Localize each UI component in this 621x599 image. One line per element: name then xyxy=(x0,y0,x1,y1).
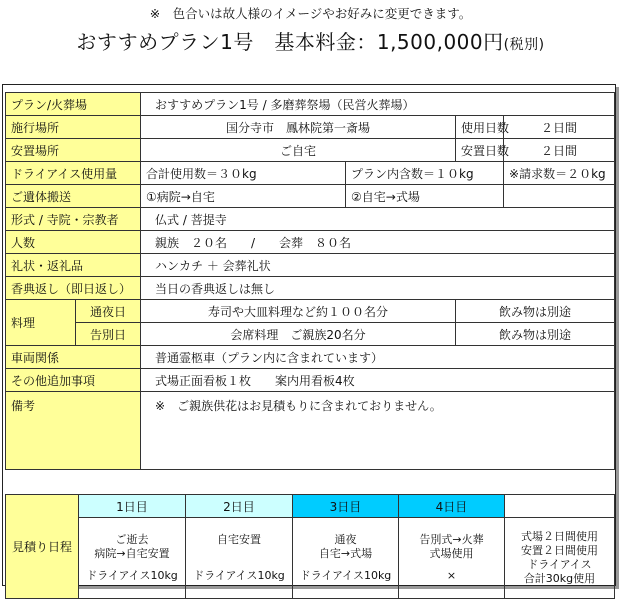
value-rest-days: ２日間 xyxy=(504,139,615,162)
color-note: ※ 色合いは故人様のイメージやお好みに変更できます。 xyxy=(149,6,472,21)
summary-line-2: 安置２日間使用 xyxy=(521,544,598,557)
value-funeral-drinks: 飲み物は別途 xyxy=(456,323,615,346)
row-plan xyxy=(6,93,615,116)
row-count xyxy=(6,231,615,254)
label-plan: プラン/火葬場 xyxy=(6,93,141,116)
label-return-gift: 香典返し（即日返し） xyxy=(6,277,141,300)
day-4-ice: × xyxy=(446,569,457,582)
day-1-line-2: 病院→自宅安置 xyxy=(94,547,170,560)
day-2-header: 2日目 xyxy=(186,495,293,518)
schedule-label: 見積り日程 xyxy=(6,495,79,599)
day-2-line-1: 自宅安置 xyxy=(217,533,261,546)
label-funeral-day: 告別日 xyxy=(76,323,141,346)
value-gifts: ハンカチ ＋ 会葬礼状 xyxy=(141,254,615,277)
value-use-days: ２日間 xyxy=(504,116,615,139)
value-count: 親族 ２０名 / 会葬 ８０名 xyxy=(141,231,615,254)
row-food-wake xyxy=(6,300,615,323)
value-route-1: ①病院→自宅 xyxy=(141,185,346,208)
value-remarks: ※ ご親族供花はお見積もりに含まれておりません。 xyxy=(141,392,615,470)
row-place xyxy=(6,139,615,162)
row-vehicle xyxy=(6,346,615,369)
tax-note: (税別) xyxy=(503,37,545,53)
page-title xyxy=(0,26,621,55)
value-funeral-food: 会席料理 ご親族20名分 xyxy=(141,323,456,346)
day-1-header: 1日目 xyxy=(79,495,186,518)
day-4-line-2: 式場使用 xyxy=(429,547,474,560)
value-extras: 式場正面看板１枚 案内用看板4枚 xyxy=(141,369,615,392)
label-transport: ご遺体搬送 xyxy=(6,185,141,208)
label-vehicle: 車両関係 xyxy=(6,346,141,369)
value-wake-food: 寿司や大皿料理など約１００名分 xyxy=(141,300,456,323)
schedule-table xyxy=(5,494,615,599)
day-3-line-2: 自宅→式場 xyxy=(318,547,373,560)
value-wake-drinks: 飲み物は別途 xyxy=(456,300,615,323)
day-1-cell xyxy=(79,518,186,599)
row-venue xyxy=(6,116,615,139)
row-style xyxy=(6,208,615,231)
day-4-header: 4日目 xyxy=(399,495,505,518)
row-gifts xyxy=(6,254,615,277)
day-4-line-1: 告別式→火葬 xyxy=(419,533,484,546)
value-place: ご自宅 xyxy=(141,139,456,162)
day-1-ice: ドライアイス10kg xyxy=(86,569,178,582)
row-remarks xyxy=(6,392,615,470)
summary-line-4: 合計30kg使用 xyxy=(523,572,596,585)
estimate-table xyxy=(5,92,615,470)
row-return-gift xyxy=(6,277,615,300)
value-ice-included: プラン内含数＝１０kg xyxy=(346,162,504,185)
row-food-funeral xyxy=(6,323,615,346)
value-ice-billed: ※請求数＝２０kg xyxy=(504,162,615,185)
day-4-cell xyxy=(399,518,505,599)
label-venue: 施行場所 xyxy=(6,116,141,139)
summary-header xyxy=(505,495,615,518)
label-gifts: 礼状・返礼品 xyxy=(6,254,141,277)
value-ice-total: 合計使用数＝３０kg xyxy=(141,162,346,185)
label-place: 安置場所 xyxy=(6,139,141,162)
value-plan: おすすめプラン1号 / 多磨葬祭場（民営火葬場） xyxy=(141,93,615,116)
label-ice: ドライアイス使用量 xyxy=(6,162,141,185)
label-extras: その他追加事項 xyxy=(6,369,141,392)
value-return-gift: 当日の香典返しは無し xyxy=(141,277,615,300)
label-use-days: 使用日数 xyxy=(456,116,504,139)
row-extras xyxy=(6,369,615,392)
plan-title: おすすめプラン1号 基本料金：1,500,000円 xyxy=(76,30,504,54)
row-transport xyxy=(6,185,615,208)
value-vehicle: 普通霊柩車（プラン内に含まれています） xyxy=(141,346,615,369)
label-count: 人数 xyxy=(6,231,141,254)
day-2-ice: ドライアイス10kg xyxy=(193,569,285,582)
row-ice xyxy=(6,162,615,185)
day-3-cell xyxy=(293,518,399,599)
label-food: 料理 xyxy=(6,300,76,346)
day-3-line-1: 通夜 xyxy=(334,533,357,546)
schedule-header-row xyxy=(6,495,615,518)
label-remarks: 備考 xyxy=(6,392,141,470)
day-3-header: 3日目 xyxy=(293,495,399,518)
summary-line-1: 式場２日間使用 xyxy=(521,530,598,543)
summary-line-3: ドライアイス xyxy=(527,558,592,571)
value-route-3 xyxy=(504,185,615,208)
schedule-body-row xyxy=(6,518,615,599)
label-rest-days: 安置日数 xyxy=(456,139,504,162)
label-style: 形式 / 寺院・宗教者 xyxy=(6,208,141,231)
value-route-2: ②自宅→式場 xyxy=(346,185,504,208)
day-2-cell xyxy=(186,518,293,599)
value-venue: 国分寺市 鳳林院第一斎場 xyxy=(141,116,456,139)
day-3-ice: ドライアイス10kg xyxy=(299,569,392,582)
value-style: 仏式 / 菩提寺 xyxy=(141,208,615,231)
day-1-line-1: ご逝去 xyxy=(115,533,149,546)
label-wake-day: 通夜日 xyxy=(76,300,141,323)
summary-cell xyxy=(505,518,615,599)
